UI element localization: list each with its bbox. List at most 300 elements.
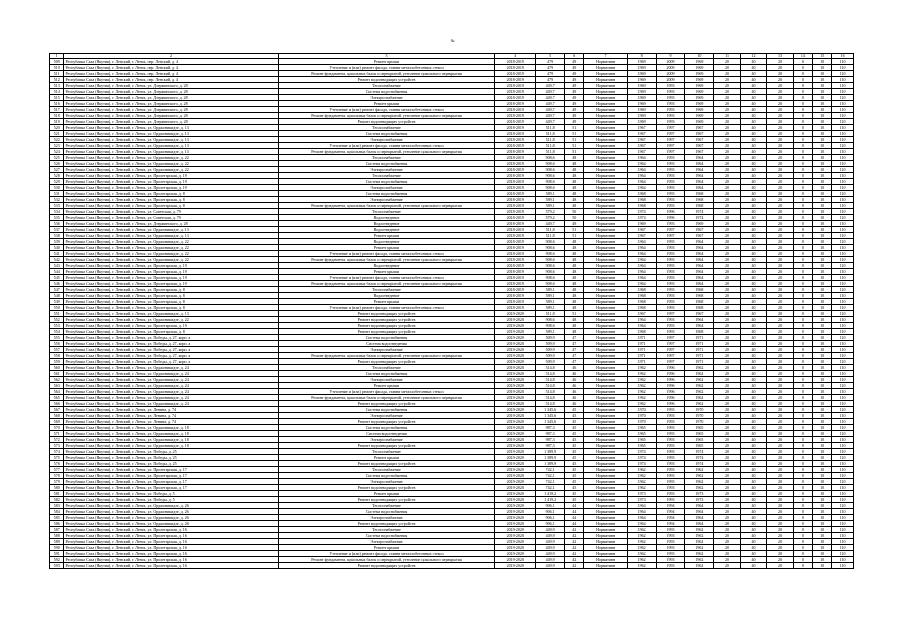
c13-cell: 20 [767,473,793,479]
wear-cell: 47 [565,341,584,347]
c12-cell: 40 [740,515,766,521]
type-cell: Нормативн [584,557,627,563]
c11-cell: 20 [714,323,740,329]
wear-cell: 45 [565,437,584,443]
area-cell: 514,8 [536,365,565,371]
build-year-cell: 1962 [627,485,656,491]
c16-cell: 110 [832,485,854,491]
type-cell: Нормативн [584,287,627,293]
type-cell: Нормативн [584,149,627,155]
area-cell: 579,2 [536,209,565,215]
c16-cell: 110 [832,293,854,299]
build-year-cell: 1971 [627,359,656,365]
build-year-cell: 1964 [627,263,656,269]
last-repair-cell: 1996 [656,215,685,221]
row-number: 567 [50,407,64,413]
c16-cell: 110 [832,479,854,485]
c11-cell: 20 [714,233,740,239]
address-cell: Республика Саха (Якутия), г. Ленский, г. Ленск, ул. Победы, д. 27, корп. а [64,347,278,353]
c14-cell: 0 [793,521,812,527]
period-cell: 2019-2020 [495,329,536,335]
c12-cell: 40 [740,281,766,287]
c13-cell: 20 [767,377,793,383]
year-cell: 1974 [685,215,714,221]
work-type-cell: Водоотведение [278,215,495,221]
work-type-cell: Система водоснабжения [278,89,495,95]
c12-cell: 40 [740,137,766,143]
last-repair-cell: 1996 [656,365,685,371]
c12-cell: 40 [740,407,766,413]
last-repair-cell: 1993 [656,491,685,497]
c12-cell: 40 [740,521,766,527]
wear-cell: 48 [565,245,584,251]
address-cell: Республика Саха (Якутия), г. Ленский, г. Ленск, ул. Пролетарская, д. 8 [64,329,278,335]
period-cell: 2019-2020 [495,473,536,479]
c15-cell: 10 [812,563,831,569]
wear-cell: 48 [565,323,584,329]
row-number: 578 [50,473,64,479]
c15-cell: 10 [812,389,831,395]
last-repair-cell: 2009 [656,77,685,83]
work-type-cell: Ремонт водоотводящих устройств [278,563,495,569]
c13-cell: 20 [767,557,793,563]
wear-cell: 51 [565,131,584,137]
c16-cell: 110 [832,389,854,395]
c16-cell: 110 [832,431,854,437]
work-type-cell: Электроснабжение [278,137,495,143]
work-type-cell: Утепление и (или) ремонт фасада, ставни металлобетонных стекол [278,389,495,395]
row-number: 570 [50,425,64,431]
c11-cell: 20 [714,329,740,335]
c11-cell: 20 [714,383,740,389]
work-type-cell: Система водоснабжения [278,371,495,377]
c11-cell: 20 [714,389,740,395]
c11-cell: 20 [714,353,740,359]
c16-cell: 110 [832,119,854,125]
c12-cell: 40 [740,71,766,77]
c16-cell: 110 [832,95,854,101]
build-year-cell: 1969 [627,119,656,125]
c14-cell: 0 [793,155,812,161]
c12-cell: 40 [740,311,766,317]
c13-cell: 20 [767,413,793,419]
area-cell: 511,8 [536,311,565,317]
work-type-cell: Ремонт водоотводящих устройств [278,485,495,491]
c12-cell: 40 [740,143,766,149]
type-cell: Нормативн [584,191,627,197]
last-repair-cell: 1997 [656,149,685,155]
area-cell: 449,9 [536,533,565,539]
c13-cell: 20 [767,221,793,227]
wear-cell: 51 [565,233,584,239]
c14-cell: 0 [793,365,812,371]
area-cell: 1 389,9 [536,461,565,467]
c12-cell: 40 [740,485,766,491]
c12-cell: 40 [740,431,766,437]
address-cell: Республика Саха (Якутия), г. Ленский, г. Ленск, ул. Орджоникидзе, д. 26 [64,503,278,509]
c14-cell: 0 [793,77,812,83]
period-cell: 2018-2019 [495,287,536,293]
address-cell: Республика Саха (Якутия), г. Ленский, г. Ленск, ул. Победы, д. 27, корп. а [64,353,278,359]
c12-cell: 40 [740,419,766,425]
c14-cell: 0 [793,461,812,467]
build-year-cell: 1962 [627,371,656,377]
address-cell: Республика Саха (Якутия), г. Ленский, г. Ленск, ул. Дзержинского, д. 28 [64,89,278,95]
wear-cell: 45 [565,413,584,419]
last-repair-cell: 1997 [656,347,685,353]
row-number: 551 [50,311,64,317]
area-cell: 449,7 [536,89,565,95]
work-type-cell: Система водоснабжения [278,161,495,167]
c15-cell: 10 [812,161,831,167]
work-type-cell: Ремонт крыши [278,269,495,275]
address-cell: Республика Саха (Якутия), г. Ленский, г. Ленск, пер. Ленский, д. 4 [64,65,278,71]
last-repair-cell: 1993 [656,275,685,281]
row-number: 571 [50,431,64,437]
type-cell: Нормативн [584,155,627,161]
c14-cell: 0 [793,143,812,149]
c13-cell: 20 [767,215,793,221]
area-cell: 589,1 [536,203,565,209]
address-cell: Республика Саха (Якутия), г. Ленский, г. Ленск, ул. Орджоникидзе, д. 18 [64,437,278,443]
c14-cell: 0 [793,275,812,281]
area-cell: 1 389,9 [536,449,565,455]
row-number: 547 [50,287,64,293]
type-cell: Нормативн [584,95,627,101]
row-number: 517 [50,107,64,113]
last-repair-cell: 1993 [656,329,685,335]
c14-cell: 0 [793,467,812,473]
build-year-cell: 1962 [627,557,656,563]
build-year-cell: 1964 [627,317,656,323]
c11-cell: 20 [714,119,740,125]
wear-cell: 48 [565,293,584,299]
c13-cell: 20 [767,203,793,209]
area-cell: 479 [536,65,565,71]
c15-cell: 10 [812,431,831,437]
c13-cell: 20 [767,521,793,527]
area-cell: 908,6 [536,281,565,287]
area-cell: 514,8 [536,395,565,401]
work-type-cell: Ремонт водоотводящих устройств [278,497,495,503]
c16-cell: 110 [832,227,854,233]
area-cell: 449,9 [536,545,565,551]
build-year-cell: 1969 [627,107,656,113]
row-number: 582 [50,497,64,503]
c12-cell: 40 [740,353,766,359]
type-cell: Нормативн [584,275,627,281]
c11-cell: 20 [714,539,740,545]
wear-cell: 48 [565,155,584,161]
c12-cell: 40 [740,377,766,383]
type-cell: Нормативн [584,503,627,509]
c14-cell: 0 [793,119,812,125]
last-repair-cell: 2009 [656,71,685,77]
c15-cell: 10 [812,371,831,377]
c12-cell: 40 [740,371,766,377]
type-cell: Нормативн [584,299,627,305]
address-cell: Республика Саха (Якутия), г. Ленский, г. Ленск, ул. Пролетарская, д. 19 [64,269,278,275]
column-number: 16 [832,54,854,59]
type-cell: Нормативн [584,203,627,209]
row-number: 536 [50,221,64,227]
period-cell: 2018-2019 [495,245,536,251]
type-cell: Нормативн [584,119,627,125]
address-cell: Республика Саха (Якутия), г. Ленский, г. Ленск, ул. Пролетарская, д. 8 [64,305,278,311]
type-cell: Нормативн [584,131,627,137]
c12-cell: 40 [740,455,766,461]
year-cell: 1964 [685,155,714,161]
last-repair-cell: 1994 [656,521,685,527]
area-cell: 589,1 [536,299,565,305]
row-number: 542 [50,257,64,263]
c11-cell: 20 [714,551,740,557]
area-cell: 589,1 [536,197,565,203]
c14-cell: 0 [793,131,812,137]
work-type-cell: Ремонт водоотводящих устройств [278,329,495,335]
c16-cell: 110 [832,539,854,545]
build-year-cell: 1968 [627,305,656,311]
row-number: 581 [50,491,64,497]
type-cell: Нормативн [584,311,627,317]
c11-cell: 20 [714,239,740,245]
c15-cell: 10 [812,347,831,353]
c15-cell: 10 [812,359,831,365]
build-year-cell: 1967 [627,143,656,149]
c16-cell: 110 [832,335,854,341]
c14-cell: 0 [793,503,812,509]
c12-cell: 40 [740,119,766,125]
c11-cell: 20 [714,449,740,455]
c16-cell: 110 [832,287,854,293]
period-cell: 2018-2019 [495,263,536,269]
address-cell: Республика Саха (Якутия), г. Ленский, г. Ленск, ул. Победы, д. 25 [64,455,278,461]
build-year-cell: 1962 [627,467,656,473]
c11-cell: 20 [714,347,740,353]
last-repair-cell: 1996 [656,383,685,389]
last-repair-cell: 1993 [656,101,685,107]
wear-cell: 45 [565,467,584,473]
type-cell: Нормативн [584,263,627,269]
build-year-cell: 1974 [627,209,656,215]
work-type-cell: Утепление и (или) ремонт фасада, ставни металлобетонных стекол [278,65,495,71]
c11-cell: 20 [714,155,740,161]
c14-cell: 0 [793,71,812,77]
work-type-cell: Электроснабжение [278,95,495,101]
period-cell: 2019-2020 [495,533,536,539]
address-cell: Республика Саха (Якутия), г. Ленский, г. Ленск, ул. Орджоникидзе, д. 24 [64,395,278,401]
c14-cell: 0 [793,233,812,239]
c15-cell: 10 [812,551,831,557]
c15-cell: 10 [812,137,831,143]
last-repair-cell: 1994 [656,515,685,521]
build-year-cell: 1962 [627,377,656,383]
wear-cell: 48 [565,287,584,293]
type-cell: Нормативн [584,401,627,407]
last-repair-cell: 1997 [656,227,685,233]
c15-cell: 10 [812,353,831,359]
type-cell: Нормативн [584,341,627,347]
c16-cell: 110 [832,497,854,503]
build-year-cell: 1964 [627,509,656,515]
year-cell: 1962 [685,473,714,479]
build-year-cell: 1969 [627,221,656,227]
period-cell: 2018-2019 [495,239,536,245]
address-cell: Республика Саха (Якутия), г. Ленский, г. Ленск, ул. Дзержинского, д. 28 [64,101,278,107]
area-cell: 908,6 [536,269,565,275]
c16-cell: 110 [832,299,854,305]
c11-cell: 20 [714,497,740,503]
c13-cell: 20 [767,197,793,203]
c13-cell: 20 [767,137,793,143]
period-cell: 2018-2019 [495,179,536,185]
area-cell: 511,8 [536,125,565,131]
type-cell: Нормативн [584,389,627,395]
build-year-cell: 1962 [627,545,656,551]
build-year-cell: 1967 [627,131,656,137]
year-cell: 1969 [685,113,714,119]
address-cell: Республика Саха (Якутия), г. Ленский, г. Ленск, пер. Ленский, д. 4 [64,71,278,77]
work-type-cell: Утепление и (или) ремонт фасада, ставни металлобетонных стекол [278,551,495,557]
last-repair-cell: 1993 [656,179,685,185]
wear-cell: 48 [565,239,584,245]
row-number: 587 [50,527,64,533]
type-cell: Нормативн [584,455,627,461]
year-cell: 1962 [685,533,714,539]
c15-cell: 10 [812,329,831,335]
c12-cell: 40 [740,491,766,497]
address-cell: Республика Саха (Якутия), г. Ленский, г. Ленск, ул. Пролетарская, д. 8 [64,293,278,299]
build-year-cell: 1969 [627,77,656,83]
c14-cell: 0 [793,227,812,233]
type-cell: Нормативн [584,143,627,149]
c15-cell: 10 [812,89,831,95]
area-cell: 908,6 [536,251,565,257]
build-year-cell: 1970 [627,413,656,419]
c12-cell: 40 [740,437,766,443]
last-repair-cell: 1993 [656,203,685,209]
c12-cell: 40 [740,167,766,173]
c13-cell: 20 [767,107,793,113]
build-year-cell: 1964 [627,245,656,251]
area-cell: 908,6 [536,155,565,161]
c15-cell: 10 [812,269,831,275]
period-cell: 2019-2020 [495,365,536,371]
c11-cell: 20 [714,473,740,479]
wear-cell: 42 [565,551,584,557]
c13-cell: 20 [767,281,793,287]
c16-cell: 110 [832,491,854,497]
period-cell: 2018-2019 [495,233,536,239]
c11-cell: 20 [714,89,740,95]
c13-cell: 20 [767,539,793,545]
type-cell: Нормативн [584,551,627,557]
last-repair-cell: 1993 [656,239,685,245]
last-repair-cell: 1993 [656,449,685,455]
c15-cell: 10 [812,65,831,71]
c11-cell: 20 [714,521,740,527]
c16-cell: 110 [832,131,854,137]
c13-cell: 20 [767,431,793,437]
c12-cell: 40 [740,287,766,293]
c13-cell: 20 [767,155,793,161]
type-cell: Нормативн [584,137,627,143]
row-number: 583 [50,503,64,509]
row-number: 562 [50,377,64,383]
address-cell: Республика Саха (Якутия), г. Ленский, г. Ленск, ул. Победы, д. 5 [64,497,278,503]
c16-cell: 110 [832,407,854,413]
type-cell: Нормативн [584,233,627,239]
c11-cell: 20 [714,341,740,347]
area-cell: 908,6 [536,323,565,329]
row-number: 573 [50,443,64,449]
work-type-cell: Ремонт крыши [278,383,495,389]
wear-cell: 42 [565,545,584,551]
row-number: 530 [50,185,64,191]
c15-cell: 10 [812,101,831,107]
c13-cell: 20 [767,347,793,353]
year-cell: 1968 [685,191,714,197]
c13-cell: 20 [767,545,793,551]
work-type-cell: Ремонт крыши [278,455,495,461]
row-number: 525 [50,155,64,161]
year-cell: 1964 [685,515,714,521]
c16-cell: 110 [832,533,854,539]
year-cell: 1974 [685,455,714,461]
last-repair-cell: 1993 [656,425,685,431]
year-cell: 1974 [685,461,714,467]
period-cell: 2018-2019 [495,71,536,77]
c14-cell: 0 [793,539,812,545]
address-cell: Республика Саха (Якутия), г. Ленский, г. Ленск, ул. Победы, д. 25 [64,461,278,467]
build-year-cell: 1967 [627,227,656,233]
work-type-cell: Система водоснабжения [278,533,495,539]
c15-cell: 10 [812,167,831,173]
c14-cell: 0 [793,545,812,551]
area-cell: 511,8 [536,137,565,143]
c14-cell: 0 [793,389,812,395]
last-repair-cell: 1993 [656,221,685,227]
c15-cell: 10 [812,149,831,155]
c15-cell: 10 [812,545,831,551]
last-repair-cell: 1997 [656,125,685,131]
c11-cell: 20 [714,371,740,377]
c16-cell: 110 [832,323,854,329]
work-type-cell: Утепление и (или) ремонт фасада, ставни металлобетонных стекол [278,305,495,311]
period-cell: 2018-2019 [495,203,536,209]
type-cell: Нормативн [584,365,627,371]
c14-cell: 0 [793,431,812,437]
type-cell: Нормативн [584,347,627,353]
c14-cell: 0 [793,359,812,365]
wear-cell: 48 [565,329,584,335]
c13-cell: 20 [767,485,793,491]
address-cell: Республика Саха (Якутия), г. Ленский, г. Ленск, ул. Пролетарская, д. 8 [64,203,278,209]
period-cell: 2018-2019 [495,143,536,149]
area-cell: 987,3 [536,443,565,449]
period-cell: 2019-2020 [495,395,536,401]
c14-cell: 0 [793,509,812,515]
c11-cell: 20 [714,275,740,281]
type-cell: Нормативн [584,107,627,113]
year-cell: 1962 [685,395,714,401]
type-cell: Нормативн [584,65,627,71]
c14-cell: 0 [793,95,812,101]
period-cell: 2019-2020 [495,455,536,461]
year-cell: 1969 [685,59,714,65]
last-repair-cell: 1993 [656,437,685,443]
row-number: 558 [50,353,64,359]
